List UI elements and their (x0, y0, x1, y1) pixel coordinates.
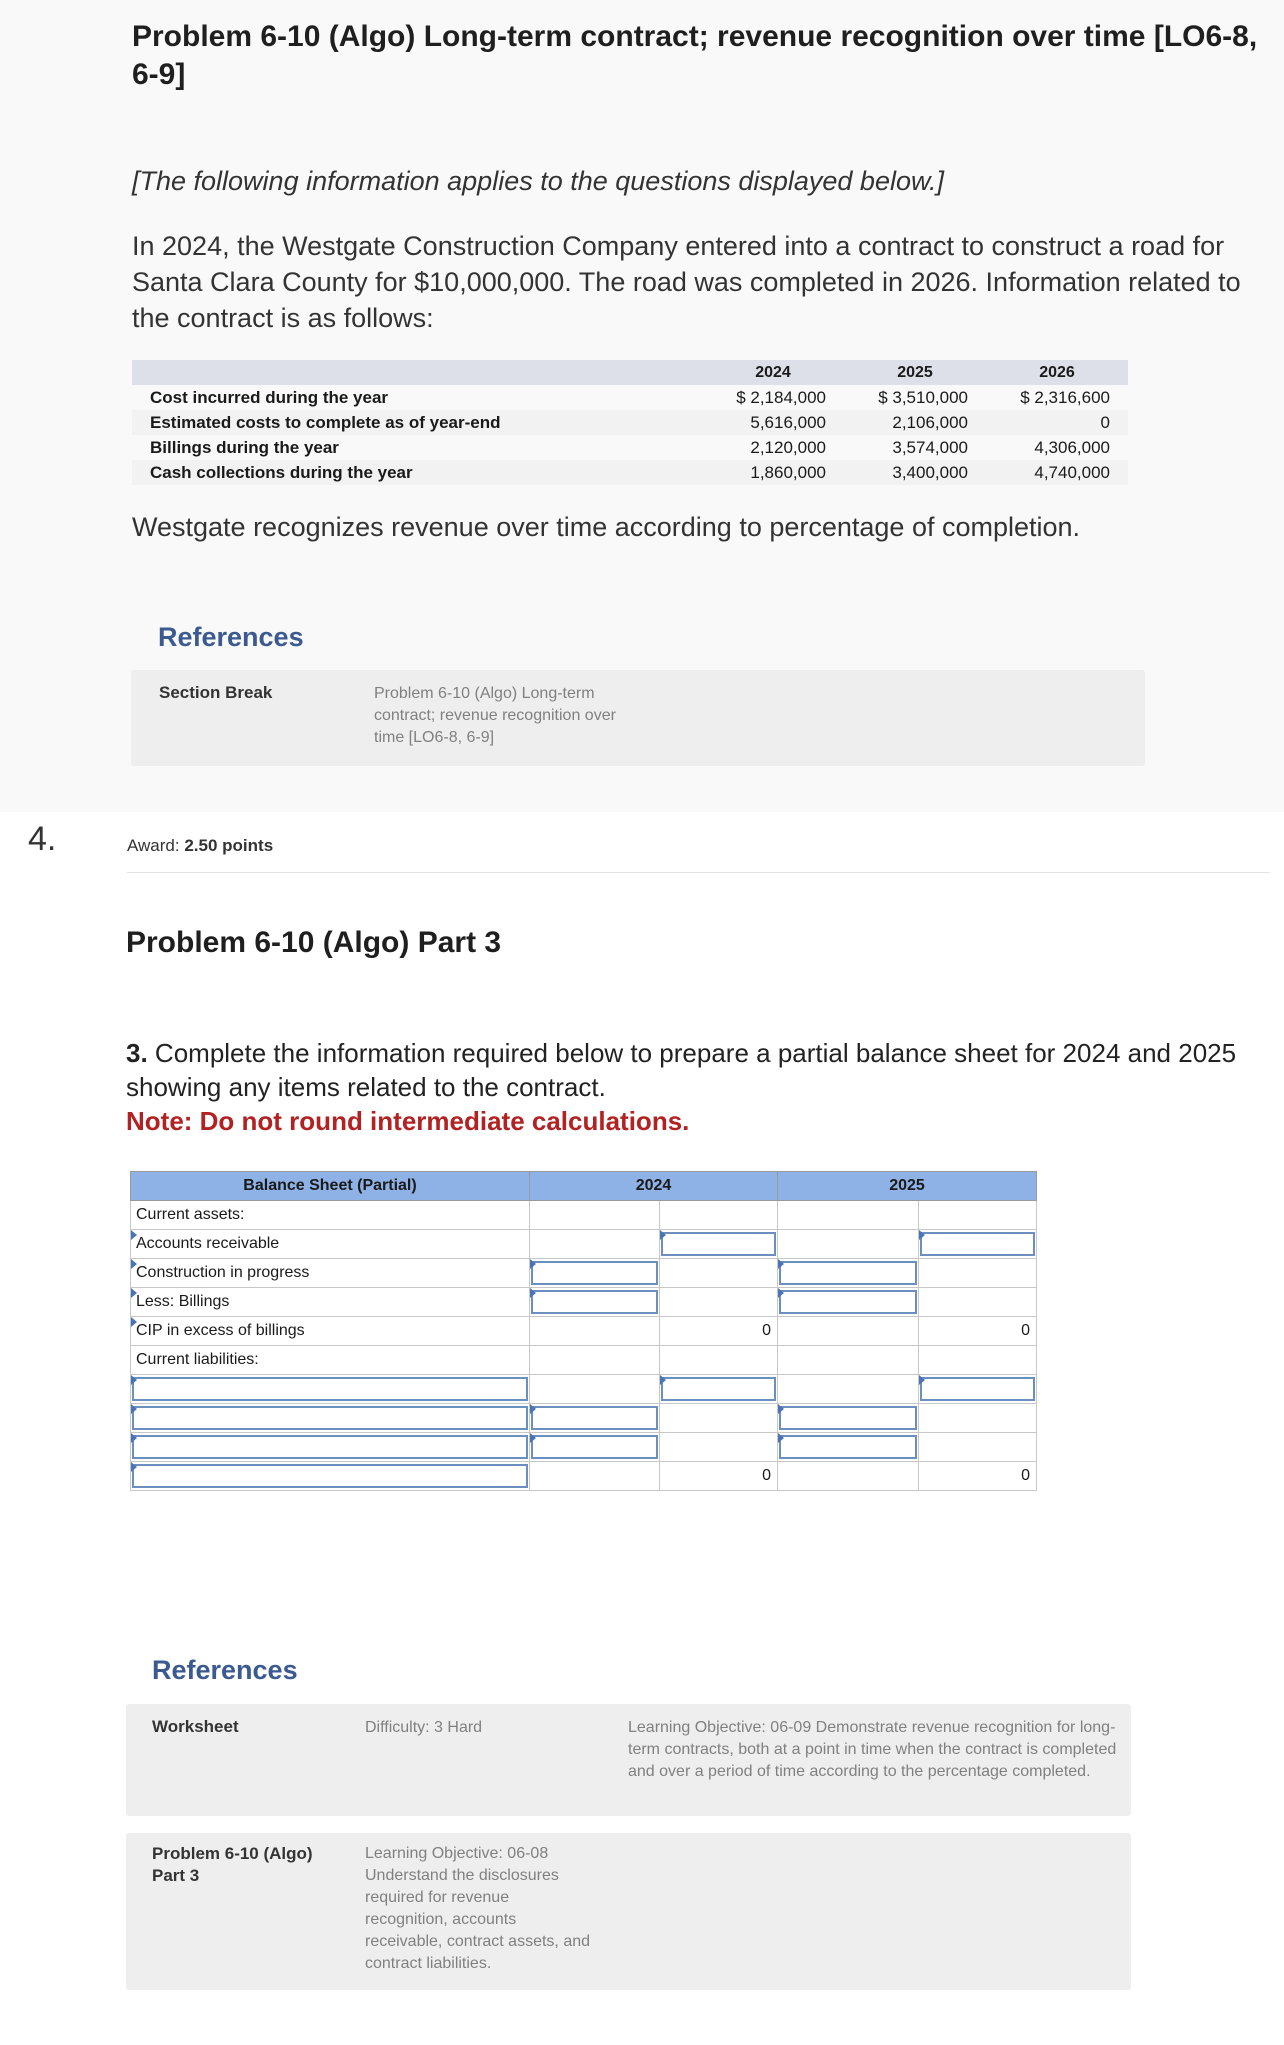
cell-value: $ 2,316,600 (1020, 387, 1110, 407)
references-box-worksheet (126, 1704, 1131, 1816)
references-box-part (126, 1833, 1131, 1990)
cell-value: $ 2,184,000 (736, 387, 826, 407)
section-break-label: Section Break (159, 683, 273, 702)
table-row (132, 385, 1128, 410)
table-row (131, 1288, 1037, 1317)
table-row (132, 460, 1128, 485)
cip-excess-label: CIP in excess of billings (131, 1317, 530, 1346)
billings-2025-input[interactable] (778, 1288, 919, 1317)
cip-excess-2025-value: 0 (919, 1317, 1037, 1346)
dropdown-marker-icon (919, 1375, 925, 1385)
table-row (132, 410, 1128, 435)
table-row (131, 1317, 1037, 1346)
dropdown-marker-icon (131, 1462, 137, 1472)
recognition-note: Westgate recognizes revenue over time according to percentage of completion. (132, 512, 1081, 542)
dropdown-marker-icon (919, 1230, 925, 1240)
dropdown-marker-icon (778, 1259, 784, 1269)
prompt-number: 3. (126, 1038, 148, 1068)
less-billings-label: Less: Billings (131, 1288, 530, 1317)
table-row (131, 1201, 1037, 1230)
liability-1-2024-input[interactable] (660, 1375, 778, 1404)
row-label: Estimated costs to complete as of year-end (150, 412, 501, 432)
liability-total-2024: 0 (660, 1462, 778, 1491)
cip-2024-input[interactable] (530, 1259, 660, 1288)
dropdown-marker-icon (530, 1288, 536, 1298)
problem-title: Problem 6-10 (Algo) Long-term contract; revenue recognition over time [LO6-8, 6-9] (132, 20, 1258, 91)
info-table-header (132, 360, 1128, 385)
balance-sheet-header-row (131, 1172, 1037, 1201)
dropdown-marker-icon (778, 1433, 784, 1443)
dropdown-marker-icon (131, 1375, 137, 1385)
award-value: 2.50 points (184, 836, 274, 855)
references-heading: References (158, 622, 304, 652)
learning-objective-0608: Learning Objective: 06-08 Understand the disclosures required for revenue recognition, accounts receivable, contract assets, and contract liabilities. (365, 1845, 591, 1972)
dropdown-marker-icon (131, 1433, 137, 1443)
current-assets-label: Current assets: (131, 1201, 530, 1230)
row-label: Cost incurred during the year (150, 387, 389, 407)
intro-text: In 2024, the Westgate Construction Company entered into a contract to construct a road for Santa Clara County for $10,000,000. The road was completed in 2026. Information related to the contract is as follows: (132, 231, 1241, 333)
column-header-2025: 2025 (778, 1172, 1037, 1201)
cell-value: $ 3,510,000 (878, 387, 968, 407)
rounding-note: Note: Do not round intermediate calculations. (126, 1106, 690, 1136)
cell-value: 4,740,000 (1034, 462, 1110, 482)
liability-label-select-1[interactable] (131, 1375, 530, 1404)
ar-2025-input[interactable] (919, 1230, 1037, 1259)
column-header-2024: 2024 (530, 1172, 778, 1201)
liability-3-2024-input[interactable] (530, 1433, 660, 1462)
liability-3-2025-input[interactable] (778, 1433, 919, 1462)
cell-value: 2,106,000 (892, 412, 968, 432)
year-header: 2025 (897, 363, 933, 381)
liability-2-2025-input[interactable] (778, 1404, 919, 1433)
award-points (127, 836, 273, 856)
dropdown-marker-icon (660, 1230, 666, 1240)
table-row (131, 1375, 1037, 1404)
info-table-blank-header (132, 360, 702, 385)
cell-value: 3,400,000 (892, 462, 968, 482)
dropdown-marker-icon (530, 1259, 536, 1269)
current-liabilities-label: Current liabilities: (131, 1346, 530, 1375)
difficulty-label: Difficulty: 3 Hard (365, 1719, 483, 1736)
liability-1-2025-input[interactable] (919, 1375, 1037, 1404)
question-prompt (126, 1036, 1266, 1138)
worksheet-label: Worksheet (152, 1717, 239, 1736)
row-label: Billings during the year (150, 437, 339, 457)
cell-value: 4,306,000 (1034, 437, 1110, 457)
dropdown-marker-icon (530, 1433, 536, 1443)
cell-value: 5,616,000 (750, 412, 826, 432)
dropdown-marker-icon (778, 1288, 784, 1298)
question-number: 4. (28, 820, 57, 858)
references-heading: References (152, 1655, 298, 1685)
balance-sheet-table (130, 1171, 1037, 1491)
balance-sheet-header: Balance Sheet (Partial) (131, 1172, 530, 1201)
section-break-link[interactable]: Problem 6-10 (Algo) Long-term contract; revenue recognition over time [LO6-8, 6-9] (374, 685, 616, 746)
award-label: Award: (127, 836, 180, 855)
cell-value: 2,120,000 (750, 437, 826, 457)
references-box (131, 670, 1145, 766)
prompt-text: Complete the information required below to prepare a partial balance sheet for 2024 and 2025 showing any items related to the contract. (126, 1038, 1237, 1102)
dropdown-marker-icon (131, 1259, 137, 1269)
liability-label-select-3[interactable] (131, 1433, 530, 1462)
dropdown-marker-icon (131, 1288, 137, 1298)
year-header: 2026 (1039, 363, 1075, 381)
table-row (131, 1404, 1037, 1433)
row-label: Cash collections during the year (150, 462, 413, 482)
cip-excess-2024-value: 0 (660, 1317, 778, 1346)
cell-value: 0 (1100, 412, 1110, 432)
liability-total-2025: 0 (919, 1462, 1037, 1491)
table-row (132, 435, 1128, 460)
liability-label-select-4[interactable] (131, 1462, 530, 1491)
table-row (131, 1462, 1037, 1491)
cell-value: 3,574,000 (892, 437, 968, 457)
cip-2025-input[interactable] (778, 1259, 919, 1288)
dropdown-marker-icon (131, 1230, 137, 1240)
dropdown-marker-icon (131, 1317, 137, 1327)
accounts-receivable-label: Accounts receivable (131, 1230, 530, 1259)
construction-in-progress-label: Construction in progress (131, 1259, 530, 1288)
year-header: 2024 (755, 363, 791, 381)
dropdown-marker-icon (778, 1404, 784, 1414)
cell-value: 1,860,000 (750, 462, 826, 482)
contract-info-table (132, 360, 1128, 485)
applies-note: [The following information applies to the questions displayed below.] (132, 166, 944, 196)
table-row (131, 1433, 1037, 1462)
part-reference-label: Problem 6-10 (Algo) Part 3 (152, 1844, 313, 1885)
table-row (131, 1346, 1037, 1375)
liability-label-select-2[interactable] (131, 1404, 530, 1433)
part-title: Problem 6-10 (Algo) Part 3 (126, 926, 502, 959)
table-row (131, 1259, 1037, 1288)
ar-2024-input[interactable] (660, 1230, 778, 1259)
dropdown-marker-icon (131, 1404, 137, 1414)
table-row (131, 1230, 1037, 1259)
divider (127, 872, 1270, 873)
learning-objective-0609: Learning Objective: 06-09 Demonstrate revenue recognition for long-term contracts, both at a point in time when the contract is completed and over a period of time according to the percentage completed. (628, 1719, 1117, 1780)
dropdown-marker-icon (530, 1404, 536, 1414)
liability-2-2024-input[interactable] (530, 1404, 660, 1433)
billings-2024-input[interactable] (530, 1288, 660, 1317)
dropdown-marker-icon (660, 1375, 666, 1385)
